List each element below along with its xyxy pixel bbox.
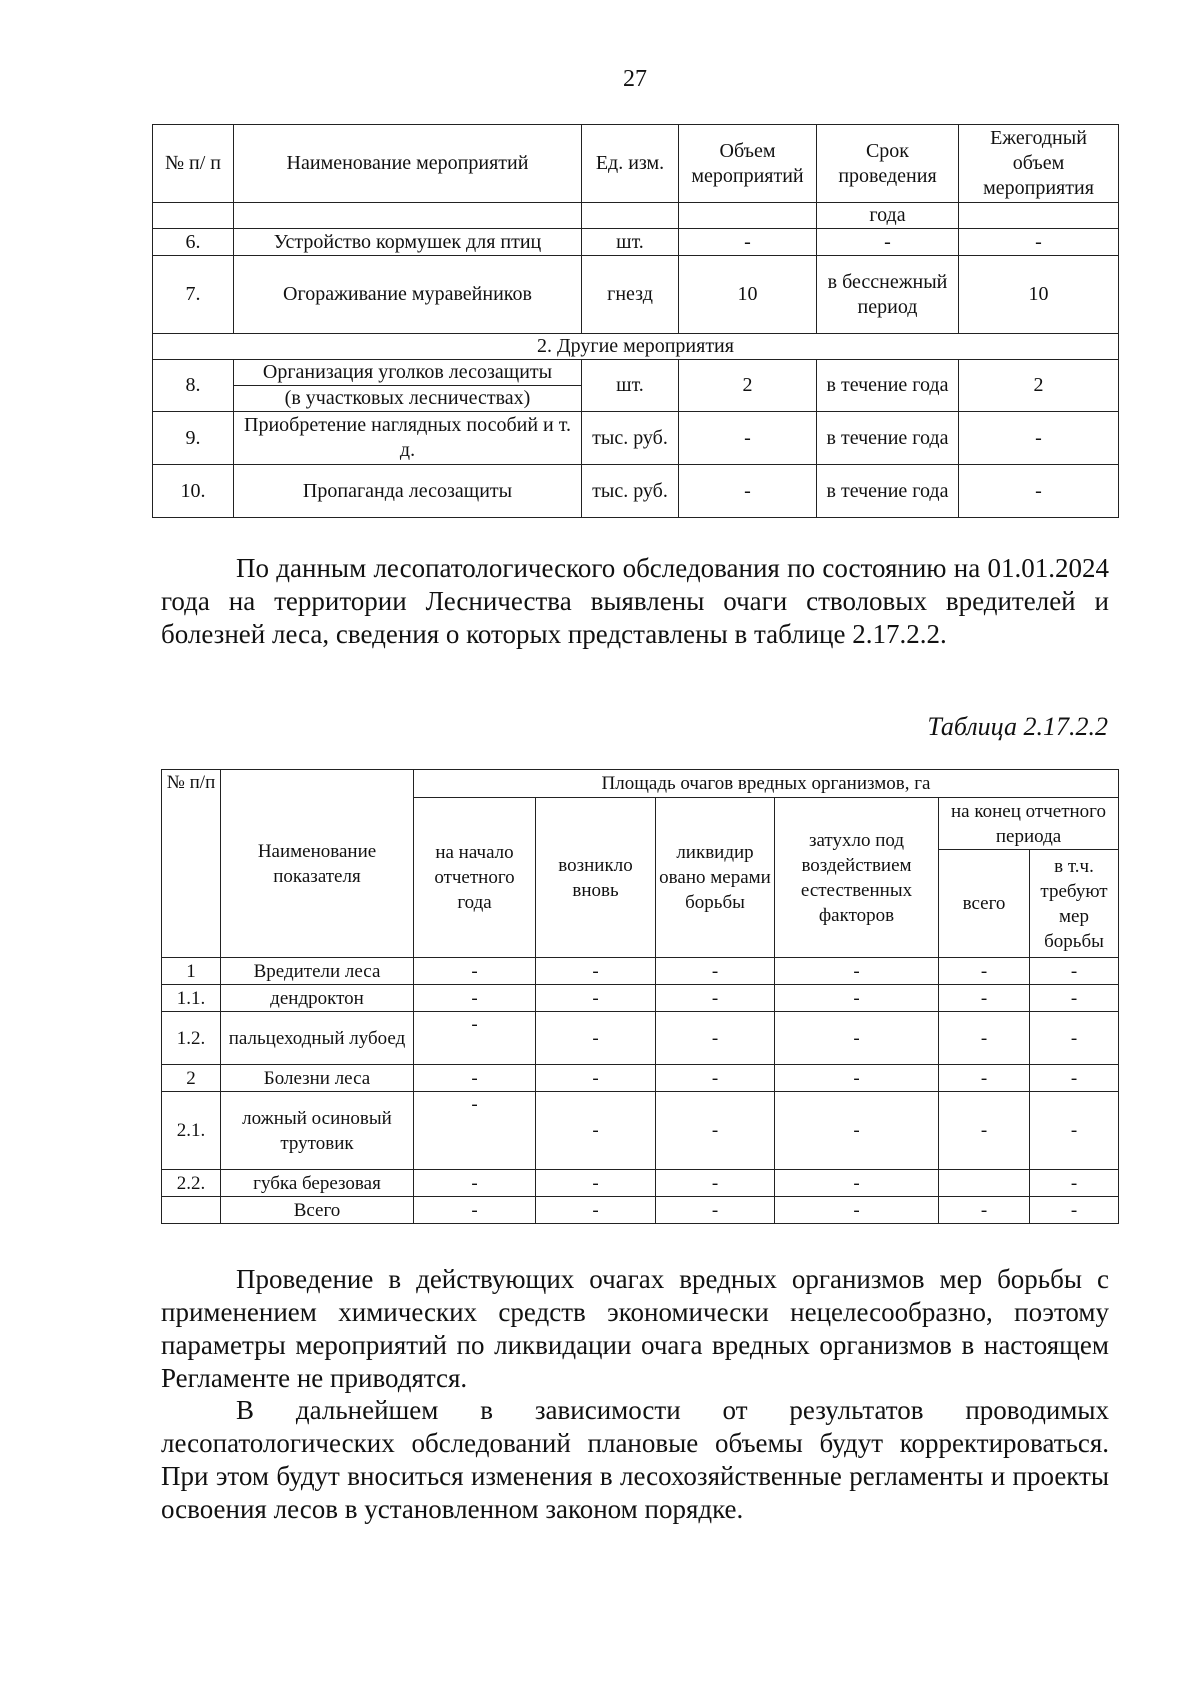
table-caption: Таблица 2.17.2.2: [927, 712, 1108, 741]
table-row: 2.1. ложный осиновый трутовик - - - - - -: [162, 1092, 1119, 1170]
table-row: 9. Приобретение наглядных пособий и т. д. тыс. руб. - в течение года -: [153, 412, 1119, 465]
paragraph-chemical: Проведение в действующих очагах вредных организмов мер борьбы с применением химических средств экономически нецелесообразно, поэтому параметры мероприятий по ликвидации очага вредных организмов в настоящем Регламенте не приводятся.: [161, 1264, 1109, 1393]
section-title: 2. Другие мероприятия: [153, 334, 1119, 360]
pest-foci-table: [161, 769, 1119, 1224]
section-row: [153, 334, 1119, 360]
term-cell: года: [817, 203, 959, 229]
table-row: 1 Вредители леса - - - - - -: [162, 958, 1119, 985]
table-row-total: Всего - - - - - -: [162, 1197, 1119, 1224]
paragraph-survey: По данным лесопатологического обследования по состоянию на 01.01.2024 года на территории Лесничества выявлены очаги стволовых вредителей и болезней леса, сведения о которых представлены в таблице 2.17.2.2.: [161, 553, 1109, 649]
table-header-row: [153, 125, 1119, 203]
col-header-num: № п/ п: [153, 125, 234, 203]
col-header-total: всего: [939, 850, 1030, 958]
table-row: 10. Пропаганда лесозащиты тыс. руб. - в течение года -: [153, 465, 1119, 518]
table-row: 1.1. дендроктон - - - - - -: [162, 985, 1119, 1012]
col-header-incl: в т.ч. требуют мер борьбы: [1030, 850, 1119, 958]
table-row: 2.2. губка березовая - - - - -: [162, 1170, 1119, 1197]
col-header-volume: Объем мероприятий: [679, 125, 817, 203]
col-header-annual: Ежегодный объем мероприятия: [959, 125, 1119, 203]
table-row: 6. Устройство кормушек для птиц шт. - - -: [153, 229, 1119, 256]
table-row: 7. Огораживание муравейников гнезд 10 в бесснежный период 10: [153, 256, 1119, 334]
table-row: 8. Организация уголков лесозащиты шт. 2 в течение года 2: [153, 360, 1119, 386]
col-header-area: Площадь очагов вредных организмов, га: [414, 770, 1119, 798]
col-header-term: Срок проведения: [817, 125, 959, 203]
col-header-liquidated: ликвидир овано мерами борьбы: [656, 798, 775, 958]
col-header-unit: Ед. изм.: [582, 125, 679, 203]
col-header-name: Наименование мероприятий: [234, 125, 582, 203]
table-row: (в участковых лесничествах): [153, 386, 1119, 412]
col-header-end: на конец отчетного периода: [939, 798, 1119, 850]
table-row: [153, 203, 1119, 229]
table-row: 2 Болезни леса - - - - - -: [162, 1065, 1119, 1092]
col-header-new: возникло вновь: [536, 798, 656, 958]
col-header-num: № п/п: [162, 770, 221, 958]
table-row: 1.2. пальцеходный лубоед - - - - - -: [162, 1012, 1119, 1065]
measures-table: [152, 124, 1119, 518]
page-number: 27: [623, 66, 647, 92]
col-header-name: Наименование показателя: [221, 770, 414, 958]
col-header-start: на начало отчетного года: [414, 798, 536, 958]
paragraph-future: В дальнейшем в зависимости от результатов проводимых лесопатологических обследований плановые объемы будут корректироваться. При этом будут вноситься изменения в лесохозяйственные регламенты и проекты освоения лесов в установленном законом порядке.: [161, 1395, 1109, 1524]
table-header-row: [162, 770, 1119, 798]
col-header-faded: затухло под воздействием естественных факторов: [775, 798, 939, 958]
